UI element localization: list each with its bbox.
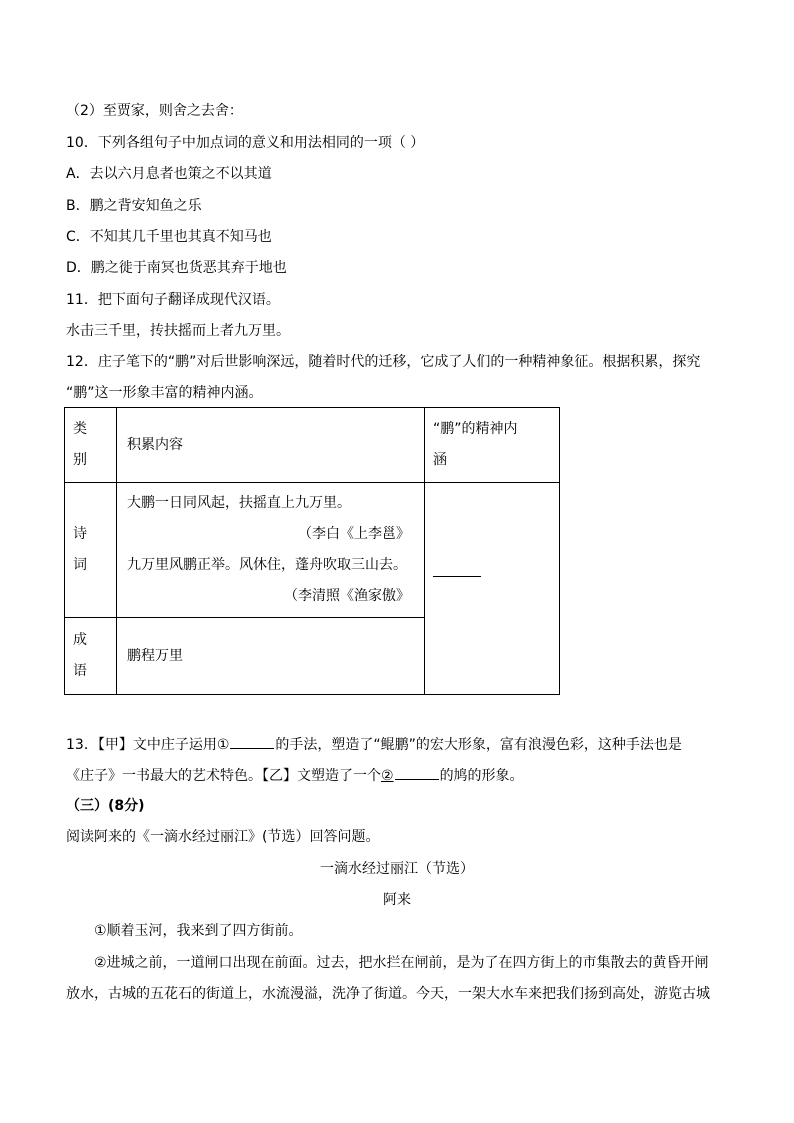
category-idiom: 成 语 — [65, 618, 117, 695]
option-c: C．不知其几千里也其真不知马也 — [66, 229, 272, 245]
poem-source-1: （李白《上李邕》 — [298, 526, 410, 542]
poem-line-1: 大鹏一日同风起，扶摇直上九万里。 — [127, 495, 351, 511]
header-category: 类 别 — [65, 408, 117, 483]
accumulation-table — [64, 407, 560, 695]
spirit-answer-cell[interactable] — [425, 483, 560, 695]
poetry-content — [117, 483, 425, 618]
question-13-line-2: 《庄子》一书最大的艺术特色。【乙】文塑造了一个② 的鸠的形象。 — [66, 765, 524, 786]
header-content: 积累内容 — [117, 408, 425, 483]
option-a: A．去以六月息者也策之不以其道 — [66, 166, 272, 182]
essay-title: 一滴水经过丽江（节选） — [320, 861, 474, 877]
answer-blank-1[interactable] — [230, 734, 274, 749]
answer-blank-2[interactable] — [395, 765, 439, 780]
poem-line-2: 九万里风鹏正举。风休住，蓬舟吹取三山去。 — [127, 557, 407, 573]
section-3-title: （三）(8分) — [66, 798, 145, 814]
essay-paragraph-2-line-1: ②进城之前，一道闸口出现在前面。过去，把水拦在闸前，是为了在四方街上的市集散去的黄昏开闸 — [94, 955, 709, 971]
table-header-row — [65, 408, 560, 483]
question-12-line-1: 12．庄子笔下的“鹏”对后世影响深远，随着时代的迁移，它成了人们的一种精神象征。根据积累，探究 — [66, 354, 701, 370]
question-13-line-1: 13．【甲】文中庄子运用① 的手法，塑造了“鲲鹏”的宏大形象，富有浪漫色彩，这种手法也是 — [66, 734, 682, 755]
option-d: D．鹏之徙于南冥也货恶其弃于地也 — [66, 260, 287, 276]
category-poetry: 诗 词 — [65, 483, 117, 618]
poem-source-2: （李清照《渔家傲》 — [284, 588, 410, 604]
table-row-poetry — [65, 483, 560, 618]
question-11: 11．把下面句子翻译成现代汉语。 — [66, 292, 280, 308]
header-spirit: “鹏”的精神内 涵 — [425, 408, 560, 483]
question-10: 10．下列各组句子中加点词的意义和用法相同的一项（ ） — [66, 135, 425, 151]
essay-paragraph-1: ①顺着玉河，我来到了四方街前。 — [94, 923, 303, 939]
text-line-2: （2）至贾家，则舍之去舍： — [66, 103, 243, 119]
essay-author: 阿来 — [383, 892, 411, 908]
question-12-line-2: “鹏”这一形象丰富的精神内涵。 — [66, 385, 263, 401]
section-3-intro: 阅读阿来的《一滴水经过丽江》(节选）回答问题。 — [66, 829, 380, 845]
essay-paragraph-2-line-2: 放水，古城的五花石的街道上，水流漫溢，洗净了街道。今天，一架大水车来把我们扬到高处，游览古城 — [66, 986, 710, 1002]
question-11-sentence: 水击三千里，抟扶摇而上者九万里。 — [66, 323, 290, 339]
option-b: B．鹏之背安知鱼之乐 — [66, 198, 202, 214]
idiom-content: 鹏程万里 — [117, 618, 425, 695]
answer-blank-line — [433, 576, 481, 577]
